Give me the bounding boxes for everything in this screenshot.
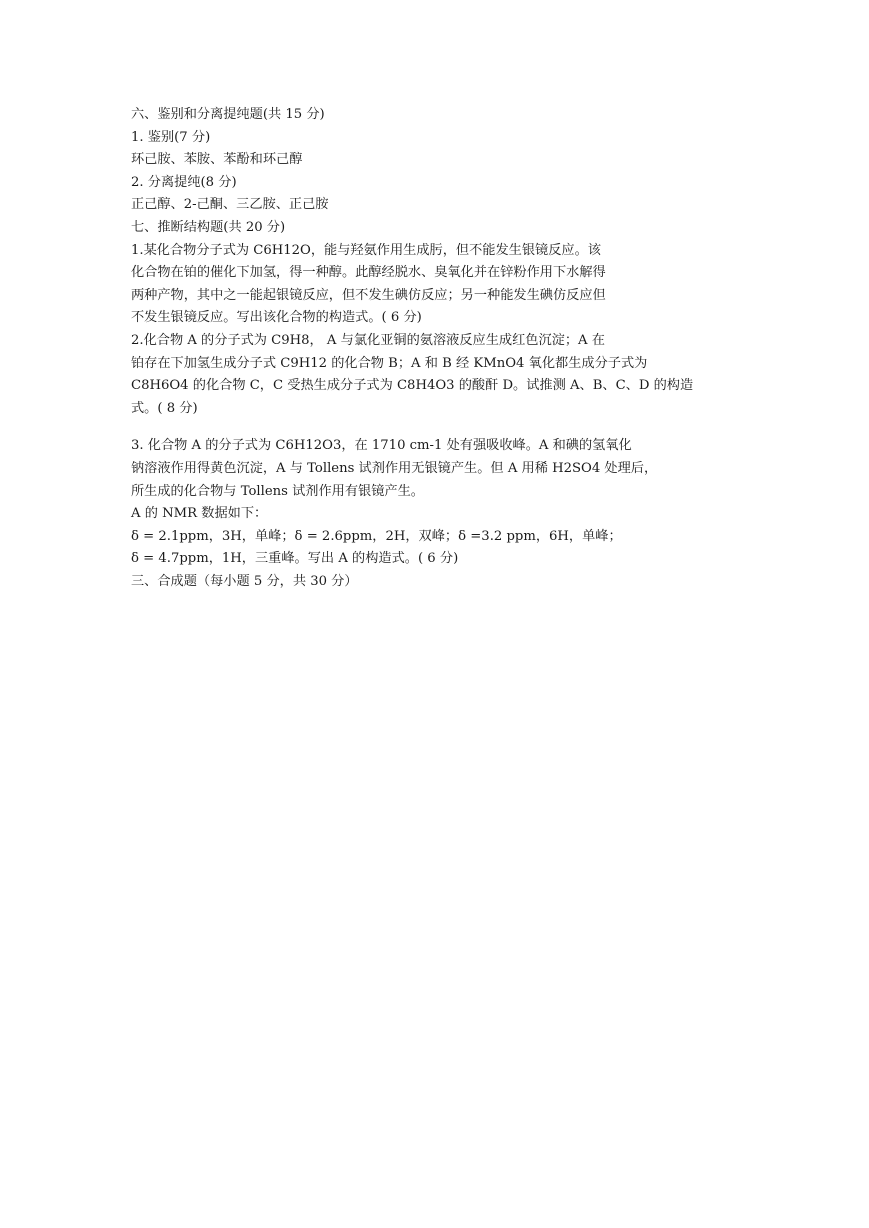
question-identification-title: 1. 鉴别(7 分)	[131, 129, 211, 145]
question-3-line-3: 所生成的化合物与 Tollens 试剂作用有银镜产生。	[131, 483, 424, 499]
question-separation-compounds: 正己醇、2-己酮、三乙胺、正己胺	[131, 197, 329, 213]
question-2-line-4: 式。( 8 分)	[131, 400, 198, 416]
question-1-line-3: 两种产物，其中之一能起银镜反应，但不发生碘仿反应；另一种能发生碘仿反应但	[131, 287, 606, 303]
section-heading-synthesis: 三、合成题（每小题 5 分，共 30 分）	[131, 573, 358, 589]
question-3-line-1: 3. 化合物 A 的分子式为 C6H12O3，在 1710 cm-1 处有强吸收峰。A 和碘的氢氧化	[131, 438, 632, 454]
question-2-line-2: 铂存在下加氢生成分子式 C9H12 的化合物 B；A 和 B 经 KMnO4 氧化都生成分子式为	[131, 355, 648, 371]
question-1-line-4: 不发生银镜反应。写出该化合物的构造式。( 6 分)	[131, 310, 422, 326]
question-3-nmr-data-2: δ = 4.7ppm，1H，三重峰。写出 A 的构造式。( 6 分)	[131, 551, 459, 567]
paragraph-gap	[131, 420, 751, 435]
question-2-line-3: C8H6O4 的化合物 C，C 受热生成分子式为 C8H4O3 的酸酐 D。试推测 A、B、C、D 的构造	[131, 378, 694, 394]
section-heading-identification: 六、鉴别和分离提纯题(共 15 分)	[131, 107, 325, 122]
question-separation-title: 2. 分离提纯(8 分)	[131, 174, 237, 190]
section-heading-structure: 七、推断结构题(共 20 分)	[131, 219, 286, 235]
question-1-line-2: 化合物在铂的催化下加氢，得一种醇。此醇经脱水、臭氧化并在锌粉作用下水解得	[131, 265, 606, 281]
question-3-nmr-heading: A 的 NMR 数据如下：	[131, 506, 268, 522]
question-identification-compounds: 环己胺、苯胺、苯酚和环己醇	[131, 152, 303, 168]
question-1-line-1: 1.某化合物分子式为 C6H12O，能与羟氨作用生成肟，但不能发生银镜反应。该	[131, 242, 601, 258]
question-3-line-2: 钠溶液作用得黄色沉淀，A 与 Tollens 试剂作用无银镜产生。但 A 用稀 H2SO4 处理后，	[131, 460, 658, 476]
document-page	[131, 104, 751, 593]
question-2-line-1: 2.化合物 A 的分子式为 C9H8， A 与氯化亚铜的氨溶液反应生成红色沉淀；A 在	[131, 332, 605, 348]
question-3-nmr-data-1: δ = 2.1ppm，3H，单峰；δ = 2.6ppm，2H，双峰；δ =3.2 ppm，6H，单峰；	[131, 528, 622, 544]
